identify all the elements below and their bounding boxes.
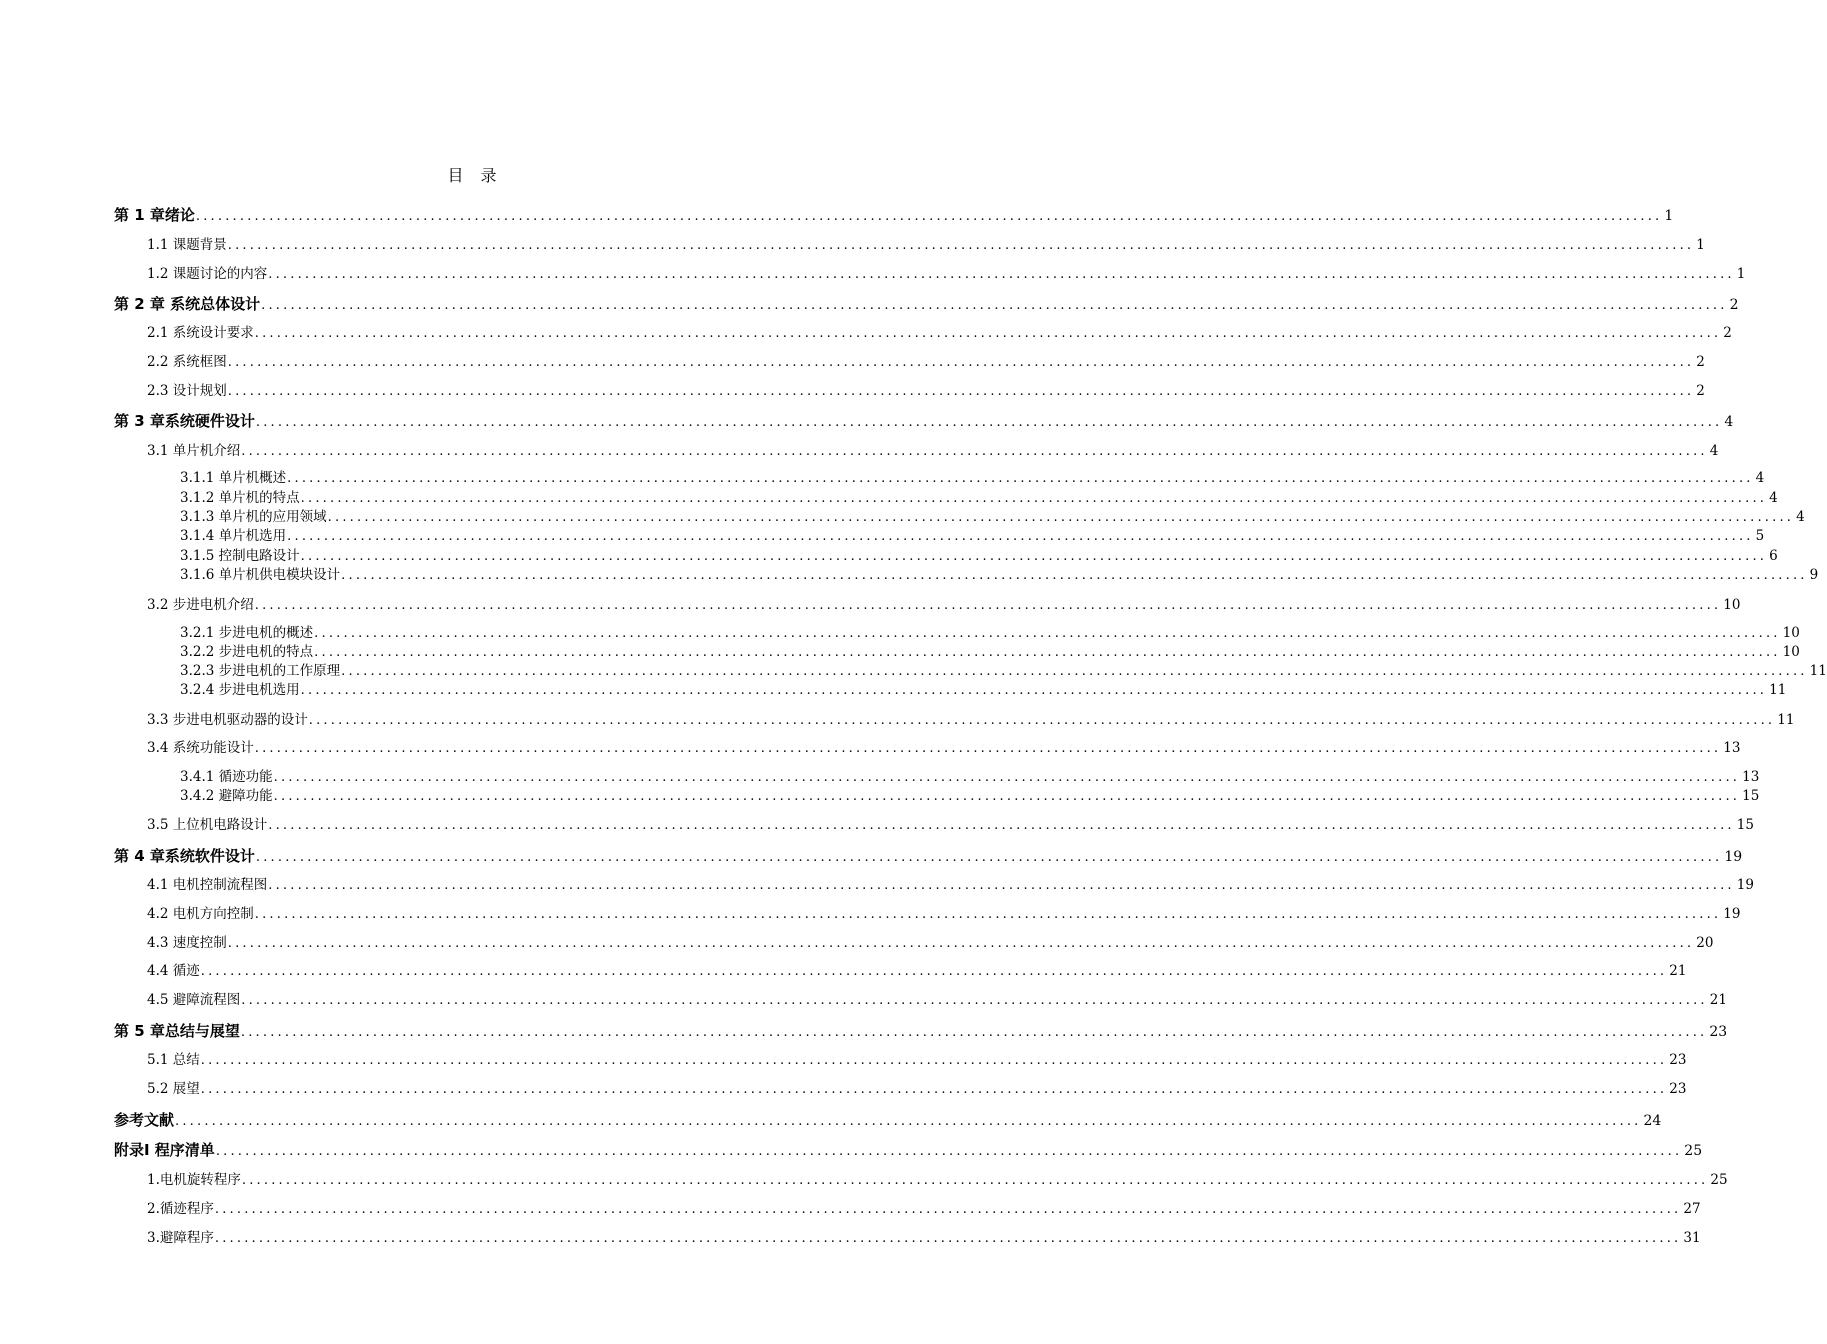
toc-entry-label: 4.4 循迹: [147, 963, 200, 979]
toc-entry[interactable]: [114, 411, 1734, 431]
toc-dot-leader: ........................................................................................................................................................................................................: [214, 1202, 1682, 1217]
toc-dot-leader: ........................................................................................................................................................................................................: [273, 789, 1741, 804]
toc-entry-page: 19: [1736, 877, 1754, 893]
toc-dot-leader: ........................................................................................................................................................................................................: [341, 664, 1808, 679]
toc-entry-label: 3.3 步进电机驱动器的设计: [147, 712, 308, 728]
toc-entry[interactable]: [114, 205, 1674, 225]
toc-dot-leader: ........................................................................................................................................................................................................: [227, 384, 1695, 399]
toc-entry-label: 1.电机旋转程序: [147, 1172, 241, 1188]
toc-dot-leader: ........................................................................................................................................................................................................: [175, 1114, 1642, 1129]
toc-title: 目 录: [447, 166, 503, 185]
toc-entry[interactable]: [114, 846, 1743, 866]
toc-dot-leader: ........................................................................................................................................................................................................: [214, 1231, 1682, 1246]
toc-dot-leader: ........................................................................................................................................................................................................: [268, 818, 1735, 833]
toc-entry-label: 1.2 课题讨论的内容: [147, 266, 268, 282]
toc-entry-label: 3.1 单片机介绍: [147, 443, 241, 459]
toc-entry[interactable]: [147, 990, 1727, 1010]
toc-entry[interactable]: [180, 566, 1819, 584]
toc-entry-page: 10: [1782, 644, 1800, 660]
toc-entry-label: 3.2.3 步进电机的工作原理: [180, 663, 341, 679]
toc-entry-label: 2.1 系统设计要求: [147, 325, 254, 341]
toc-entry-page: 25: [1684, 1143, 1703, 1159]
toc-entry-page: 21: [1669, 963, 1687, 979]
toc-entry-label: 1.1 课题背景: [147, 237, 227, 253]
toc-entry-page: 1: [1696, 237, 1705, 253]
toc-entry-label: 3.1.4 单片机选用: [180, 528, 287, 544]
toc-entry-label: 第 1 章绪论: [114, 206, 195, 224]
toc-entry-page: 4: [1769, 490, 1778, 506]
toc-entry-label: 3.1.6 单片机供电模块设计: [180, 567, 341, 583]
toc-entry-label: 第 4 章系统软件设计: [114, 847, 255, 865]
toc-entry[interactable]: [147, 961, 1687, 981]
toc-entry-page: 9: [1809, 567, 1819, 583]
toc-entry[interactable]: [147, 352, 1705, 372]
toc-dot-leader: ........................................................................................................................................................................................................: [287, 529, 1754, 544]
toc-entry-page: 23: [1669, 1081, 1687, 1097]
toc-entry-page: 1: [1664, 208, 1674, 224]
toc-entry[interactable]: [180, 624, 1800, 642]
toc-entry-page: 15: [1736, 817, 1754, 833]
toc-entry-label: 附录Ⅰ 程序清单: [114, 1141, 215, 1159]
toc-entry[interactable]: [147, 1228, 1701, 1248]
toc-entry-page: 4: [1796, 509, 1805, 525]
toc-entry-label: 3.2 步进电机介绍: [147, 597, 254, 613]
toc-entry-page: 13: [1723, 740, 1741, 756]
toc-entry[interactable]: [180, 681, 1787, 699]
toc-dot-leader: ........................................................................................................................................................................................................: [327, 510, 1795, 525]
toc-entry-label: 3.2.1 步进电机的概述: [180, 625, 314, 641]
toc-entry-label: 4.2 电机方向控制: [147, 906, 254, 922]
toc-entry-label: 3.2.4 步进电机选用: [180, 682, 300, 698]
toc-dot-leader: ........................................................................................................................................................................................................: [261, 298, 1728, 313]
toc-entry-label: 3.避障程序: [147, 1230, 214, 1246]
toc-dot-leader: ........................................................................................................................................................................................................: [200, 1053, 1668, 1068]
toc-entry[interactable]: [147, 1050, 1687, 1070]
toc-entry[interactable]: [180, 768, 1760, 786]
toc-dot-leader: ........................................................................................................................................................................................................: [200, 964, 1668, 979]
toc-dot-leader: ........................................................................................................................................................................................................: [255, 850, 1723, 865]
toc-entry-page: 5: [1755, 528, 1765, 544]
toc-entry-page: 2: [1696, 354, 1705, 370]
toc-entry-label: 3.4.1 循迹功能: [180, 769, 273, 785]
toc-dot-leader: ........................................................................................................................................................................................................: [195, 209, 1663, 224]
toc-entry-page: 19: [1724, 849, 1743, 865]
toc-entry-page: 4: [1709, 443, 1719, 459]
toc-entry[interactable]: [114, 1110, 1662, 1130]
toc-entry-label: 4.1 电机控制流程图: [147, 877, 268, 893]
toc-dot-leader: ........................................................................................................................................................................................................: [300, 683, 1768, 698]
toc-dot-leader: ........................................................................................................................................................................................................: [300, 491, 1768, 506]
toc-entry-page: 6: [1769, 548, 1778, 564]
toc-entry-page: 10: [1723, 597, 1741, 613]
toc-entry-page: 23: [1669, 1052, 1687, 1068]
toc-entry-label: 3.4.2 避障功能: [180, 788, 273, 804]
toc-entry-label: 参考文献: [114, 1111, 175, 1129]
toc-dot-leader: ........................................................................................................................................................................................................: [268, 878, 1735, 893]
toc-entry[interactable]: [147, 738, 1741, 758]
toc-dot-leader: ........................................................................................................................................................................................................: [268, 267, 1735, 282]
toc-dot-leader: ........................................................................................................................................................................................................: [254, 907, 1722, 922]
toc-entry[interactable]: [180, 489, 1778, 507]
toc-entry-label: 第 2 章 系统总体设计: [114, 295, 261, 313]
toc-entry[interactable]: [147, 933, 1714, 953]
toc-entry-page: 24: [1643, 1113, 1662, 1129]
toc-entry[interactable]: [147, 235, 1705, 255]
toc-dot-leader: ........................................................................................................................................................................................................: [227, 355, 1695, 370]
toc-dot-leader: ........................................................................................................................................................................................................: [215, 1144, 1683, 1159]
toc-entry-label: 4.5 避障流程图: [147, 992, 241, 1008]
toc-dot-leader: ........................................................................................................................................................................................................: [287, 471, 1754, 486]
toc-entry[interactable]: [147, 815, 1754, 835]
toc-entry-page: 25: [1710, 1172, 1728, 1188]
toc-entry[interactable]: [147, 381, 1705, 401]
toc-entry-label: 3.2.2 步进电机的特点: [180, 644, 314, 660]
toc-entry[interactable]: [114, 1140, 1703, 1160]
toc-dot-leader: ........................................................................................................................................................................................................: [254, 326, 1722, 341]
toc-entry-label: 4.3 速度控制: [147, 935, 227, 951]
toc-entry[interactable]: [114, 1021, 1728, 1041]
toc-entry-label: 第 5 章总结与展望: [114, 1022, 240, 1040]
toc-dot-leader: ........................................................................................................................................................................................................: [200, 1082, 1668, 1097]
toc-dot-leader: ........................................................................................................................................................................................................: [227, 936, 1695, 951]
toc-entry-label: 3.4 系统功能设计: [147, 740, 254, 756]
toc-entry[interactable]: [147, 1170, 1728, 1190]
toc-entry[interactable]: [180, 787, 1760, 805]
toc-entry[interactable]: [147, 264, 1746, 284]
toc-entry-page: 4: [1724, 414, 1734, 430]
toc-dot-leader: ........................................................................................................................................................................................................: [241, 444, 1708, 459]
toc-entry[interactable]: [147, 323, 1732, 343]
toc-entry[interactable]: [147, 1199, 1701, 1219]
toc-dot-leader: ........................................................................................................................................................................................................: [254, 598, 1722, 613]
toc-entry[interactable]: [147, 441, 1719, 461]
toc-entry[interactable]: [180, 527, 1765, 545]
toc-dot-leader: ........................................................................................................................................................................................................: [254, 741, 1722, 756]
toc-entry[interactable]: [180, 643, 1800, 661]
toc-entry-label: 3.1.3 单片机的应用领域: [180, 509, 327, 525]
toc-entry-page: 27: [1683, 1201, 1701, 1217]
toc-entry-label: 3.5 上位机电路设计: [147, 817, 268, 833]
toc-dot-leader: ........................................................................................................................................................................................................: [227, 238, 1695, 253]
toc-entry-label: 5.2 展望: [147, 1081, 200, 1097]
toc-entry[interactable]: [147, 904, 1741, 924]
toc-entry-page: 15: [1742, 788, 1760, 804]
toc-entry-page: 2: [1723, 325, 1732, 341]
toc-entry-label: 第 3 章系统硬件设计: [114, 412, 255, 430]
toc-dot-leader: ........................................................................................................................................................................................................: [240, 1025, 1708, 1040]
toc-dot-leader: ........................................................................................................................................................................................................: [314, 626, 1781, 641]
toc-dot-leader: ........................................................................................................................................................................................................: [300, 549, 1768, 564]
toc-entry[interactable]: [180, 662, 1827, 680]
toc-entry-page: 20: [1696, 935, 1714, 951]
toc-entry-page: 21: [1709, 992, 1727, 1008]
toc-entry[interactable]: [180, 469, 1765, 487]
toc-entry-page: 10: [1782, 625, 1800, 641]
toc-entry-page: 2: [1696, 383, 1705, 399]
toc-entry-label: 2.3 设计规划: [147, 383, 227, 399]
toc-entry[interactable]: [114, 294, 1739, 314]
toc-entry-page: 13: [1742, 769, 1760, 785]
toc-entry[interactable]: [147, 595, 1741, 615]
toc-dot-leader: ........................................................................................................................................................................................................: [241, 1173, 1709, 1188]
toc-entry-label: 2.2 系统框图: [147, 354, 227, 370]
toc-dot-leader: ........................................................................................................................................................................................................: [308, 713, 1776, 728]
toc-dot-leader: ........................................................................................................................................................................................................: [341, 568, 1808, 583]
toc-entry-page: 19: [1723, 906, 1741, 922]
toc-entry[interactable]: [180, 547, 1778, 565]
toc-dot-leader: ........................................................................................................................................................................................................: [255, 415, 1723, 430]
toc-entry-page: 11: [1809, 663, 1827, 679]
toc-dot-leader: ........................................................................................................................................................................................................: [314, 645, 1781, 660]
toc-dot-leader: ........................................................................................................................................................................................................: [241, 993, 1708, 1008]
toc-entry[interactable]: [180, 508, 1805, 526]
toc-dot-leader: ........................................................................................................................................................................................................: [273, 770, 1741, 785]
toc-entry-page: 4: [1755, 470, 1765, 486]
toc-entry-page: 11: [1769, 682, 1787, 698]
toc-entry-label: 3.1.5 控制电路设计: [180, 548, 300, 564]
toc-entry-label: 5.1 总结: [147, 1052, 200, 1068]
toc-entry-label: 3.1.1 单片机概述: [180, 470, 287, 486]
toc-entry-label: 2.循迹程序: [147, 1201, 214, 1217]
toc-entry[interactable]: [147, 1079, 1687, 1099]
toc-entry-page: 2: [1729, 297, 1739, 313]
toc-entry-page: 23: [1709, 1024, 1728, 1040]
toc-entry-page: 1: [1736, 266, 1746, 282]
toc-entry[interactable]: [147, 875, 1754, 895]
toc-entry-page: 31: [1683, 1230, 1701, 1246]
toc-entry-label: 3.1.2 单片机的特点: [180, 490, 300, 506]
toc-entry-page: 11: [1777, 712, 1795, 728]
toc-entry[interactable]: [147, 710, 1795, 730]
